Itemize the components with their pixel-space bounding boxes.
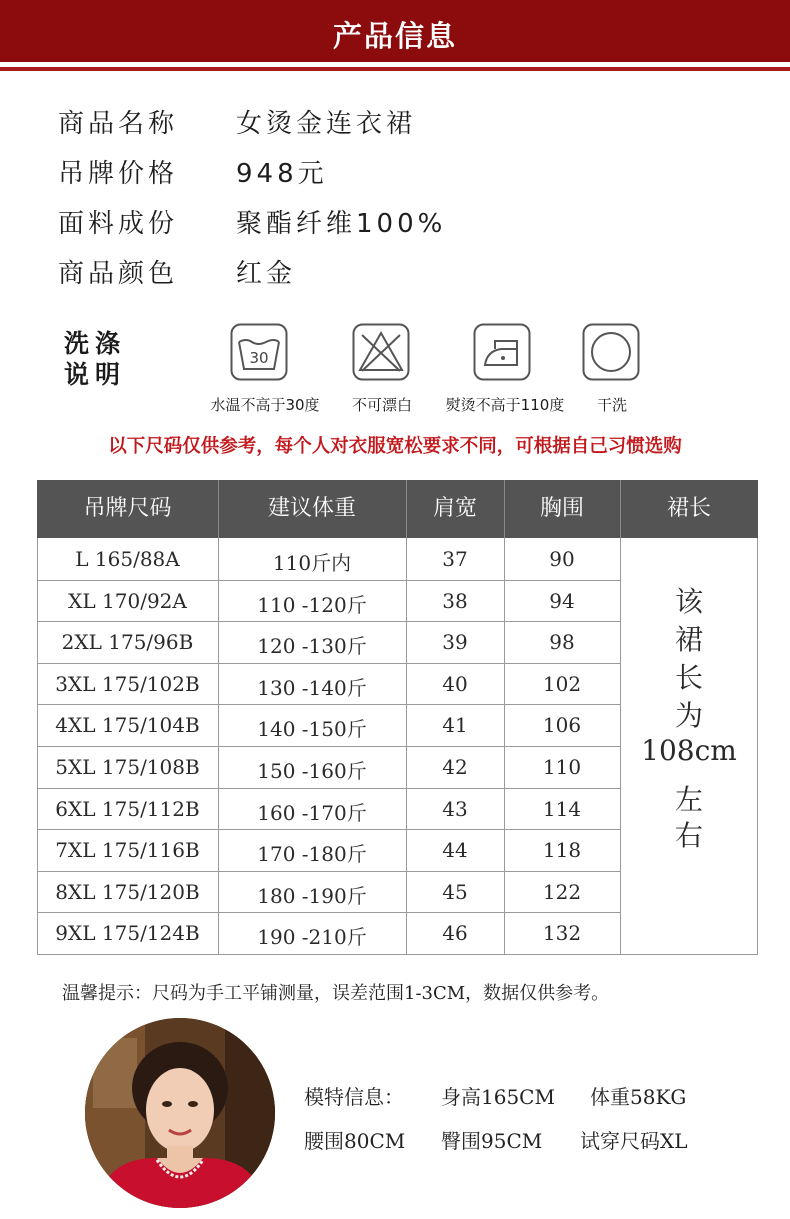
model-avatar (85, 1018, 275, 1208)
shoulder-cell: 40 (442, 671, 468, 696)
info-value: 红金 (236, 259, 297, 289)
header-banner (0, 0, 790, 62)
header-divider (0, 67, 790, 71)
skirt-note-char: 该 (674, 585, 703, 618)
page-title: 产品信息 (332, 19, 457, 53)
weight-cell: 150 -160斤 (257, 759, 367, 783)
shoulder-cell: 42 (442, 755, 468, 779)
col-header-size: 吊牌尺码 (83, 496, 172, 521)
skirt-note-char: 左 (674, 783, 703, 816)
iron-icon (473, 323, 531, 381)
wash-30-icon (230, 323, 288, 381)
wash-title-line: 洗涤 (64, 329, 127, 358)
size-cell: 6XL 175/112B (55, 796, 200, 821)
bust-cell: 132 (542, 921, 582, 946)
size-cell: 9XL 175/124B (55, 921, 200, 946)
weight-cell: 140 -150斤 (257, 717, 367, 742)
size-cell: L 165/88A (75, 547, 180, 571)
skirt-note-char: 长 (674, 661, 703, 694)
size-cell: 4XL 175/104B (55, 713, 200, 738)
model-height: 身高165CM (441, 1085, 555, 1109)
size-cell: 8XL 175/120B (55, 879, 200, 904)
no-bleach-icon (352, 323, 410, 381)
shoulder-cell: 45 (442, 879, 468, 904)
info-label: 面料成份 (58, 209, 179, 239)
weight-cell: 170 -180斤 (257, 842, 367, 867)
bust-cell: 98 (549, 630, 575, 655)
weight-cell: 160 -170斤 (257, 800, 367, 825)
weight-cell: 110 -120斤 (257, 592, 367, 617)
skirt-note-char: 108cm (641, 734, 737, 767)
info-value: 聚酯纤维100% (236, 209, 447, 239)
info-value: 女烫金连衣裙 (236, 109, 417, 139)
weight-cell: 180 -190斤 (257, 883, 367, 908)
bust-cell: 94 (549, 588, 575, 613)
size-reference-note: 以下尺码仅供参考，每个人对衣服宽松要求不同，可根据自己习惯选购 (108, 436, 682, 457)
bust-cell: 118 (542, 838, 582, 863)
col-header-skirt-length: 裙长 (666, 496, 711, 521)
info-label: 吊牌价格 (58, 159, 179, 189)
size-cell: XL 170/92A (68, 588, 187, 613)
skirt-note-char: 右 (674, 819, 703, 852)
measurement-tip: 温馨提示：尺码为手工平铺测量，误差范围1-3CM，数据仅供参考。 (62, 983, 610, 1004)
model-label: 模特信息： (304, 1085, 404, 1109)
bust-cell: 106 (542, 713, 582, 738)
wash-temp-text: 30 (249, 349, 269, 367)
weight-cell: 120 -130斤 (257, 634, 367, 659)
shoulder-cell: 43 (442, 796, 468, 821)
model-waist: 腰围80CM (304, 1129, 406, 1153)
bust-cell: 110 (542, 755, 582, 779)
wash-caption: 熨烫不高于110度 (445, 396, 565, 414)
shoulder-cell: 39 (442, 630, 468, 655)
wash-title (64, 328, 126, 390)
bust-cell: 90 (549, 547, 575, 571)
col-header-weight: 建议体重 (267, 496, 356, 521)
skirt-note-char: 为 (674, 699, 703, 732)
shoulder-cell: 46 (442, 921, 468, 946)
weight-cell: 190 -210斤 (257, 925, 367, 950)
col-header-bust: 胸围 (539, 496, 584, 521)
shoulder-cell: 37 (442, 547, 468, 571)
info-label: 商品颜色 (58, 259, 179, 289)
bust-cell: 122 (542, 879, 582, 904)
wash-title-line: 说明 (64, 360, 127, 389)
info-value: 948元 (236, 159, 328, 189)
size-cell: 3XL 175/102B (55, 671, 200, 696)
size-table (37, 480, 758, 954)
shoulder-cell: 44 (442, 838, 468, 863)
info-label: 商品名称 (58, 109, 179, 139)
model-hip: 臀围95CM (441, 1129, 543, 1153)
wash-caption: 水温不高于30度 (210, 396, 320, 414)
wash-caption: 干洗 (596, 396, 627, 414)
table-header (37, 480, 758, 538)
size-cell: 5XL 175/108B (55, 755, 200, 779)
dry-clean-icon (582, 323, 640, 381)
bust-cell: 102 (542, 671, 582, 696)
bust-cell: 114 (542, 796, 582, 821)
shoulder-cell: 38 (442, 588, 468, 613)
shoulder-cell: 41 (442, 713, 468, 738)
model-weight: 体重58KG (590, 1085, 687, 1109)
weight-cell: 110斤内 (272, 551, 352, 575)
skirt-note-char: 裙 (674, 623, 703, 656)
size-cell: 2XL 175/96B (61, 630, 194, 655)
wash-caption: 不可漂白 (351, 396, 412, 414)
col-header-shoulder: 肩宽 (432, 496, 477, 521)
size-cell: 7XL 175/116B (55, 838, 200, 863)
model-size: 试穿尺码XL (580, 1129, 688, 1153)
skirt-length-note (620, 538, 758, 954)
weight-cell: 130 -140斤 (257, 675, 367, 700)
